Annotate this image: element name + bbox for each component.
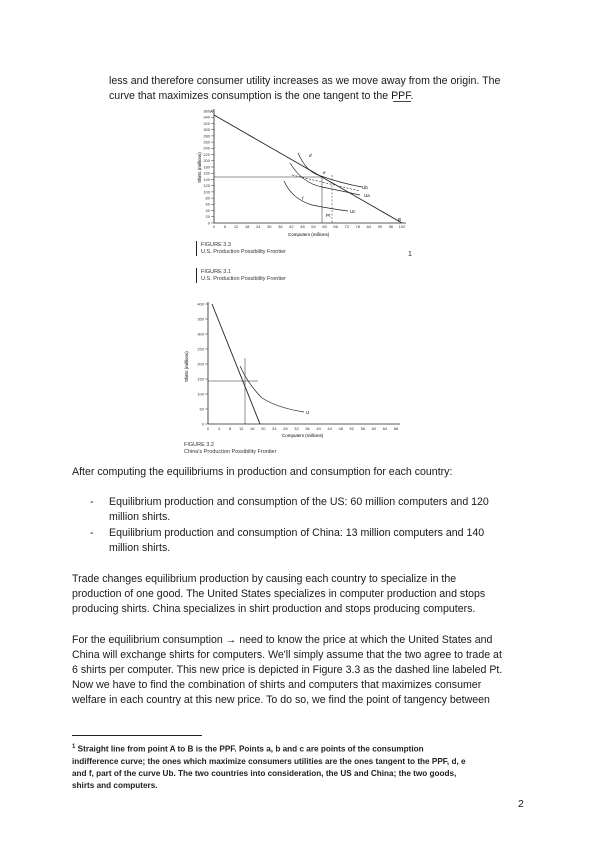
trade-line: Trade changes equilibrium production by causing each country to specialize in the bbox=[72, 573, 457, 585]
us-caption2-title: FIGURE 3.1 bbox=[201, 269, 231, 275]
bullet-china bbox=[0, 526, 600, 556]
curve-label-ua: Ua bbox=[364, 193, 370, 198]
curve-label-ub: Ub bbox=[362, 185, 368, 190]
y-tick-label: 360 bbox=[203, 108, 210, 114]
y-tick-label: 250 bbox=[197, 346, 204, 352]
y-tick-label: 350 bbox=[197, 316, 204, 322]
china-xlabel: Computers (millions) bbox=[282, 433, 324, 438]
curve-label-uc: Uc bbox=[350, 209, 356, 214]
y-tick-label: 320 bbox=[203, 120, 210, 126]
footnote-separator bbox=[72, 735, 202, 736]
point-label-a-cap: A bbox=[210, 109, 214, 114]
footnote bbox=[72, 741, 527, 792]
x-tick-label: 66 bbox=[333, 224, 338, 229]
x-tick-label: 42 bbox=[289, 224, 294, 229]
x-tick-label: 28 bbox=[283, 426, 288, 431]
x-tick-label: 78 bbox=[355, 224, 360, 229]
y-tick-label: 200 bbox=[203, 158, 210, 164]
y-tick-label: 340 bbox=[203, 114, 210, 120]
us-ppf-chart bbox=[192, 105, 412, 250]
y-tick-label: 50 bbox=[199, 406, 204, 412]
us-ppf-figure bbox=[192, 105, 412, 255]
china-caption-title: FIGURE 3.2 bbox=[184, 442, 214, 448]
x-tick-label: 48 bbox=[338, 426, 343, 431]
x-tick-label: 64 bbox=[382, 426, 388, 431]
x-tick-label: 48 bbox=[300, 224, 305, 229]
us-caption-2 bbox=[201, 269, 286, 283]
bullet-us bbox=[0, 495, 600, 525]
us-caption-sub: U.S. Production Possibility Frontier bbox=[201, 249, 286, 255]
intro-line-2: curve that maximizes consumption is the one tangent to the PPF. bbox=[109, 90, 414, 102]
bullet-us-line1: Equilibrium production and consumption of the US: 60 million computers and 120 bbox=[109, 496, 489, 508]
x-tick-label: 0 bbox=[206, 426, 210, 431]
china-ppf-chart bbox=[178, 298, 418, 448]
caption-bar bbox=[196, 241, 197, 256]
footnote-line: and f, part of the curve Ub. The two countries into consideration, the US and China; the two goods, bbox=[72, 768, 457, 778]
x-tick-label: 12 bbox=[233, 224, 239, 229]
x-tick-label: 68 bbox=[393, 426, 399, 431]
china-ppf-figure bbox=[178, 298, 418, 453]
consumption-line: China will exchange shirts for computers. We'll simply assume that the two agree to trade at bbox=[72, 649, 502, 661]
y-tick-label: 0 bbox=[201, 421, 204, 427]
y-tick-label: 180 bbox=[203, 164, 210, 170]
y-tick-label: 150 bbox=[197, 376, 204, 382]
china-curve-label: U bbox=[306, 410, 310, 415]
x-tick-label: 60 bbox=[322, 224, 327, 229]
footnote-line: indifference curve; the ones which maximize consumers utilities are the ones tangent to the PPF, d, e bbox=[72, 756, 466, 766]
us-caption bbox=[201, 242, 286, 256]
x-tick-label: 20 bbox=[261, 426, 266, 431]
y-tick-label: 240 bbox=[203, 145, 210, 151]
bullet-dash: - bbox=[90, 496, 94, 508]
china-caption bbox=[184, 442, 276, 456]
y-tick-label: 140 bbox=[203, 176, 210, 182]
y-tick-label: 200 bbox=[197, 361, 204, 367]
x-tick-label: 8 bbox=[229, 426, 232, 431]
price-label-pt: Pt bbox=[326, 213, 331, 218]
bullet-dash: - bbox=[90, 527, 94, 539]
x-tick-label: 0 bbox=[212, 224, 216, 229]
x-tick-label: 36 bbox=[278, 224, 283, 229]
x-tick-label: 84 bbox=[366, 224, 372, 229]
x-tick-label: 24 bbox=[256, 224, 261, 229]
y-tick-label: 0 bbox=[207, 220, 210, 226]
y-tick-label: 80 bbox=[205, 195, 210, 201]
consumption-line: welfare in each country at this new price. To do so, we find the point of tangency between bbox=[72, 694, 490, 706]
china-ppf-line bbox=[212, 304, 260, 424]
point-label-f: f bbox=[302, 196, 304, 201]
y-tick-label: 300 bbox=[203, 127, 210, 133]
footnote-line: Straight line from point A to B is the PPF. Points a, b and c are points of the consumption bbox=[77, 744, 424, 754]
china-caption-sub: China's Production Possibility Frontier bbox=[184, 449, 277, 455]
y-tick-label: 100 bbox=[203, 189, 210, 195]
point-label-d: d bbox=[309, 153, 312, 158]
y-tick-label: 120 bbox=[203, 183, 210, 189]
after-computing-text: After computing the equilibriums in production and consumption for each country: bbox=[72, 466, 453, 478]
x-tick-label: 24 bbox=[272, 426, 277, 431]
footnote-line: shirts and computers. bbox=[72, 780, 158, 790]
bullet-china-line2: million shirts. bbox=[109, 542, 171, 554]
y-tick-label: 400 bbox=[197, 301, 204, 307]
x-tick-label: 60 bbox=[371, 426, 377, 431]
y-tick-label: 20 bbox=[205, 214, 210, 220]
x-tick-label: 96 bbox=[388, 224, 394, 229]
trade-line: producing shirts. China specializes in shirt production and stops producing computers. bbox=[72, 603, 476, 615]
x-tick-label: 40 bbox=[316, 426, 321, 431]
bullet-china-line1: Equilibrium production and consumption of China: 13 million computers and 140 bbox=[109, 527, 485, 539]
intro-line-1: less and therefore consumer utility increases as we move away from the origin. The bbox=[109, 75, 501, 87]
point-label-b-cap: B bbox=[398, 217, 402, 222]
trade-paragraph bbox=[72, 572, 527, 617]
x-tick-label: 56 bbox=[360, 426, 366, 431]
point-label-e: e bbox=[323, 170, 326, 175]
x-tick-label: 12 bbox=[238, 426, 244, 431]
consumption-paragraph bbox=[72, 633, 527, 708]
x-tick-label: 36 bbox=[305, 426, 310, 431]
x-tick-label: 16 bbox=[250, 426, 255, 431]
underline-mark bbox=[393, 101, 411, 102]
x-tick-label: 90 bbox=[377, 224, 383, 229]
trade-line: production of one good. The United States specializes in computer production and stops bbox=[72, 588, 486, 600]
x-tick-label: 72 bbox=[344, 224, 349, 229]
china-indifference-curve bbox=[240, 366, 304, 412]
x-tick-label: 6 bbox=[223, 224, 227, 229]
consumption-line: For the equilibrium consumption → need to know the price at which the United States and bbox=[72, 634, 493, 646]
x-tick-label: 4 bbox=[217, 426, 221, 431]
us-ylabel: Shirts (millions) bbox=[197, 152, 202, 183]
y-tick-label: 220 bbox=[203, 151, 210, 157]
page-number: 2 bbox=[518, 798, 524, 810]
consumption-line: Now we have to find the combination of shirts and computers that maximizes consumer bbox=[72, 679, 482, 691]
x-tick-label: 30 bbox=[267, 224, 272, 229]
x-tick-label: 52 bbox=[349, 426, 354, 431]
y-tick-label: 280 bbox=[203, 133, 210, 139]
x-tick-label: 54 bbox=[311, 224, 316, 229]
y-tick-label: 60 bbox=[205, 201, 210, 207]
y-tick-label: 300 bbox=[197, 331, 204, 337]
footnote-mark: 1 bbox=[72, 744, 76, 750]
x-tick-label: 18 bbox=[244, 224, 250, 229]
consumption-line: 6 shirts per computer. This new price is depicted in Figure 3.3 as the dashed line labeled Pt. bbox=[72, 664, 503, 676]
bullet-us-line2: million shirts. bbox=[109, 511, 171, 523]
us-caption-title: FIGURE 3.3 bbox=[201, 242, 231, 248]
x-tick-label: 102 bbox=[398, 224, 406, 229]
y-tick-label: 40 bbox=[205, 207, 210, 213]
caption-bar-2 bbox=[196, 268, 197, 283]
x-tick-label: 32 bbox=[294, 426, 299, 431]
x-tick-label: 44 bbox=[327, 426, 332, 431]
y-tick-label: 160 bbox=[203, 170, 210, 176]
us-xlabel: Computers (millions) bbox=[288, 232, 330, 237]
china-ylabel: Shirts (millions) bbox=[184, 351, 189, 382]
footnote-ref: 1 bbox=[408, 251, 412, 258]
y-tick-label: 260 bbox=[203, 139, 210, 145]
us-caption2-sub: U.S. Production Possibility Frontier bbox=[201, 276, 286, 282]
y-tick-label: 100 bbox=[197, 391, 204, 397]
